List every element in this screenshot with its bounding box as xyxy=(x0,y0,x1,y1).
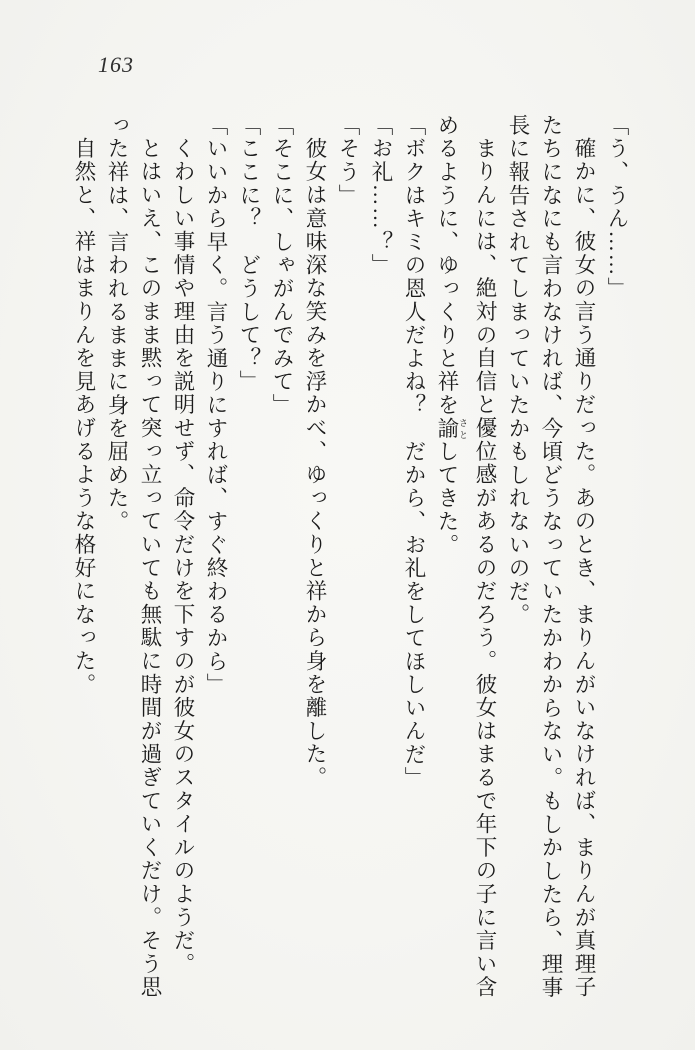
text-column-4: 長に報告されてしまっていたかもしれないのだ。 xyxy=(506,114,530,627)
text-column-14: くわしい事情や理由を説明せず、命令だけを下すのが彼女のスタイルのようだ。 xyxy=(171,137,195,976)
furigana: さと xyxy=(458,416,468,441)
text-column-7: 「ボクはキミの恩人だよね？ だから、お礼をしてほしいんだ」 xyxy=(402,114,426,790)
text-column-13: 「いいから早く。言う通りにすれば、すぐ終わるから」 xyxy=(204,114,228,697)
text-column-3: たちになにも言わなければ、今頃どうなっていたかわからない。もしかしたら、理事 xyxy=(539,114,563,1000)
text-column-8: 「お礼……？」 xyxy=(369,114,393,278)
page-number: 163 xyxy=(98,52,134,77)
vertical-text-block xyxy=(67,114,633,1002)
text-column-1: 「う、うん……」 xyxy=(605,114,629,301)
text-column-15: とはいえ、このまま黙って突っ立っていても無駄に時間が過ぎていくだけ。そう思 xyxy=(138,137,162,1000)
text-column-17: 自然と、祥はまりんを見あげるような格好になった。 xyxy=(72,137,96,697)
text-column-16: った祥は、言われるままに身を屈めた。 xyxy=(105,114,129,534)
text-column-9: 「そう」 xyxy=(336,114,360,208)
text-column-12: 「ここに？ どうして？」 xyxy=(237,114,261,394)
text-column-5: まりんには、絶対の自信と優位感があるのだろう。彼女はまるで年下の子に言い含 xyxy=(473,137,497,1000)
text-column-6: めるように、ゆっくりと祥を諭 さとしてきた。 xyxy=(435,114,468,557)
text-column-2: 確かに、彼女の言う通りだった。あのとき、まりんがいなければ、まりんが真理子 xyxy=(572,137,596,1000)
text-column-10: 彼女は意味深な笑みを浮かべ、ゆっくりと祥から身を離した。 xyxy=(303,137,327,790)
text-column-11: 「そこに、しゃがんでみて」 xyxy=(270,114,294,417)
ruby-annotated-kanji: 諭 さと xyxy=(435,416,468,441)
